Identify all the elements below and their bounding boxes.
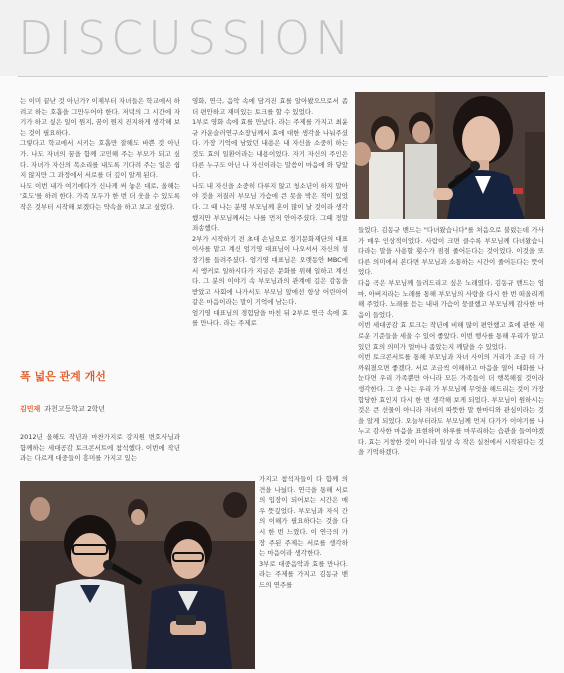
article-column-1-continued (20, 432, 180, 476)
paragraph: 는 이미 끝난 것 아닌가? 이제부터 자녀들은 학교에서 하려고 하는 호흡을 그만두어야 한다. 저녁의 그 시간에 자기가 하고 싶은 일이 뭔지, 꿈이 뭔지 진지하게 생각해 보는 것이 필요하다. (20, 97, 180, 137)
article-column-1 (20, 96, 180, 354)
photo-students-illustration (20, 481, 255, 669)
photo-students-with-microphone (20, 481, 255, 669)
photo-woman-illustration (355, 92, 545, 219)
byline (20, 404, 105, 414)
photo-woman-with-microphone (355, 92, 545, 219)
paragraph: 가지고 참석자들이 다 함께 의견을 나눴다. 연극을 통해 서로의 입장이 되어보는 시간은 매우 뜻깊었다. 부모님과 자식 간의 이해가 필요하다는 것을 다시 한 번 느꼈다. 이 연극의 가장 주된 주제는 서로를 생각하는 마음이라 생각한다. (259, 475, 348, 558)
paragraph: 이번 세대공감 효 토크는 작년에 비해 많이 편안했고 효에 관한 새로운 기준들을 세울 수 있어 좋았다. 이번 행사를 통해 우리가 알고 있던 효의 의미가 얼마나 좁았는지 깨달을 수 있었다. (358, 321, 544, 351)
page-title: DISCUSSION (18, 11, 355, 65)
paragraph: 다음 곡은 부모님께 들려드리고 싶은 노래였다. 김동규 밴드는 엄마, 아버지라는 노래를 통해 부모님의 사랑을 다시 한 번 떠올리게 해 주었다. 노래를 듣는 내내 가슴이 뭉클했고 부모님께 감사한 마음이 들었다. (358, 278, 544, 319)
paragraph: 3부로 대중음악과 효를 만나다. 라는 주제를 가지고 김동규 밴드의 연주를 (259, 559, 348, 589)
article-column-2 (192, 96, 348, 470)
paragraph: 영화, 연극, 음악 속에 담겨진 효를 알아봤으므로서 좀 더 편안하고 재미있는 토크를 할 수 있었다. (192, 97, 348, 116)
paragraph: 2012년 올해도 작년과 마찬가지로 강지원 변호사님과 함께하는 세대공감 토크콘서트에 참석했다. 이번에 작년과는 다르게 대중들이 흥미를 가지고 있는 (20, 433, 180, 463)
paragraph: 들었다. 김동규 밴드는 "다녀왔습니다"를 처음으로 불렀는데 가사가 매우 인상적이었다. 사람이 크면 클수록 부모님께 다녀왔습니다라는 말을 사용할 횟수가 점점 줄어든다는 것이었다. 이것을 또 다른 의미에서 본다면 부모님과 소통하는 시간이 줄어든다는 뜻이었다. (358, 226, 544, 277)
paragraph: 나도 이번 내가 여기에다가 신나게 써 놓은 대로, 올해는 '효도'를 하려 한다. 가족 모두가 한 번 더 웃을 수 있도록 작은 것부터 시작해 보겠다는 약속을 하고 보고 싶었다. (20, 181, 180, 211)
paragraph: 엄기영 대표님의 경험담을 마친 뒤 2부로 연극 속에 효를 만나다. 라는 주제로 (192, 308, 348, 328)
paragraph: 나도 내 자신을 소중히 다루지 않고 청소년이 하지 말아야 것을 저질러 부모님 가슴에 큰 못을 박은 적이 있었다. 그 때 나는 분명 부모님께 혼이 많이 날 것이라 생각했지만 부모님께서는 나를 먼저 안아주셨다. 그때 정말 죄송했다. (192, 181, 348, 233)
paragraph: 2부가 시작하기 전 초대 손님으로 경기문화재단의 대표이사를 맡고 계신 엄기영 대표님이 나오셔서 자신의 성장기를 들려주셨다. 엄기영 대표님은 오랫동안 MBC에서 앵커로 일하시다가 지금은 문화를 위해 일하고 계신다. 그 분의 이야기 속 부모님과의 관계에 깊은 감동을 받았고 사회에 나가서도 부모님 앞에선 항상 어린아이 같은 마음이라는 말이 기억에 남는다. (192, 234, 348, 307)
paragraph: 이번 토크콘서트를 통해 부모님과 자녀 사이의 거리가 조금 더 가까워졌으면 좋겠다. 서로 조금씩 이해하고 마음을 열어 대화를 나눈다면 우리 가족뿐만 아니라 모든 가족들이 더 행복해질 것이라 생각한다. 그 중 나는 우리 가 부모님께 무엇을 해드리는 것이 가장 합당한 효인지 다시 한 번 생각해 보게 되었다. 부모님이 원하시는 것은 큰 선물이 아니라 자녀의 따뜻한 말 한마디와 관심이라는 것을 알게 되었다. 오늘부터라도 부모님께 먼저 다가가 이야기를 나누고 감사한 마음을 표현하며 하루를 마무리하는 습관을 들여야겠다. 효는 거창한 것이 아니라 일상 속 작은 실천에서 시작된다는 것을 기억하겠다. (358, 353, 544, 457)
paragraph: 1부로 영화 속에 효를 만났다. 라는 주제를 가지고 최윤규 카운슬러연구소장님께서 효에 대한 생각을 나눠주셨다. 가장 기억에 남았던 내용은 내 자신을 소중히 하는 것도 효의 일환이라는 내용이었다. 자기 자신의 주인은 다른 누구도 아닌 나 자신이라는 말씀이 마음에 와 닿았다. (192, 118, 348, 180)
section-heading: 폭 넓은 관계 개선 (20, 370, 106, 383)
article-column-3 (358, 225, 544, 665)
author-school: 과천고등학교 2학년 (44, 405, 106, 413)
author-name: 김민재 (20, 405, 41, 413)
header-divider (18, 76, 548, 77)
paragraph: 그렇다고 학교에서 시키는 호흡만 잘해도 바쁜 것 아닌가. 나도 자녀의 꿈을 함께 고민해 주는 부모가 되고 싶다. 자녀가 자신의 목소리를 내도록 기다려 주는 일은 쉽지 않지만 그 과정에서 서로를 더 깊이 알게 된다. (20, 139, 180, 180)
article-column-2-continued (259, 474, 348, 662)
